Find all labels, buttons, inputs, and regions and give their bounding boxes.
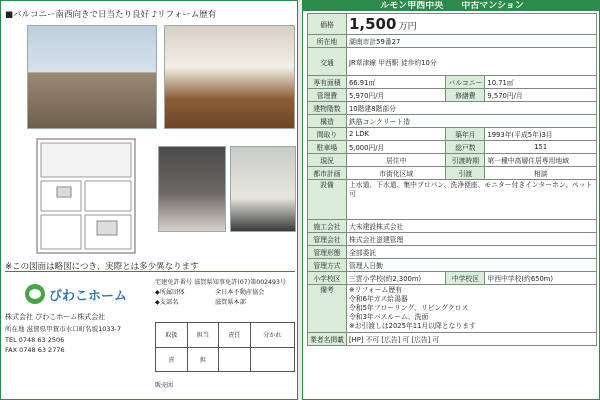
license-line: ◆支部名 [155, 299, 179, 306]
total-units-value: 151 [485, 141, 597, 154]
stamp-cell: 取扱 [156, 323, 188, 348]
license-block [155, 278, 295, 308]
company-tel: TEL 0748 63 2506 [5, 336, 65, 344]
city-planning-label: 都市計画 [308, 167, 347, 180]
plan-note: ※この図面は略図につき、実際とは多少異なります [5, 262, 199, 272]
handover-label: 引渡 [446, 167, 485, 180]
management-type-label: 管理形態 [308, 246, 347, 259]
company-block [5, 271, 295, 396]
stamp-cell [250, 347, 294, 372]
balcony-label: バルコニー [446, 76, 485, 89]
built-value: 1993年(平成5年)3月 [485, 128, 597, 141]
org-name: 全日本不動産協会 [215, 289, 265, 296]
property-title: ルモン甲西中央 中古マンション [303, 1, 600, 11]
equipment-label: 設備 [308, 180, 347, 220]
repair-fee-value: 9,570円/月 [485, 89, 597, 102]
access-label: 交通 [308, 48, 347, 76]
management-fee-label: 管理費 [308, 89, 347, 102]
stamp-cell: 担 [187, 347, 219, 372]
access-value: JR草津線 甲西駅 徒歩約10分 [346, 48, 596, 76]
flyer-type: 販売図 [155, 382, 174, 389]
logo-mark-icon [25, 284, 45, 304]
built-label: 築年月 [446, 128, 485, 141]
equipment-value: 上水道、下水道、集中プロパン、洗浄便座、モニター付きインターホン、ペット可 [346, 180, 596, 220]
company-logo [25, 282, 145, 306]
junior-high-value: 甲西中学校(約650m) [485, 272, 597, 285]
address-value: 湖南市計59番27 [346, 35, 596, 48]
address-label: 所在地 [308, 35, 347, 48]
license-line: ◆所属団体 [155, 289, 185, 296]
property-spec-table [307, 13, 597, 346]
right-flyer [302, 0, 600, 400]
parking-label: 駐車場 [308, 141, 347, 154]
org-branch: 滋賀県本部 [215, 299, 246, 306]
handover-time-value: 第一種中高層住居専用地域 [485, 154, 597, 167]
handover-value: 相談 [485, 167, 597, 180]
stamp-cell [219, 347, 251, 372]
listing-permission-value: [HP] 不可 [広告] 可 [広告] 可 [346, 333, 596, 346]
floors-value: 10階建8階部分 [346, 102, 596, 115]
builder-label: 施工会社 [308, 220, 347, 233]
status-label: 現況 [308, 154, 347, 167]
building-photo [27, 25, 157, 129]
stamp-cell: 担当 [187, 323, 219, 348]
builder-value: 大末建設株式会社 [346, 220, 596, 233]
management-type-value: 全部委託 [346, 246, 596, 259]
stamp-table [155, 322, 295, 372]
left-flyer [0, 0, 298, 400]
remarks-value: ※リフォーム歴有 令和6年ガス給湯器 令和5年フローリング、リビングクロス 令和3年バスルーム、洗面 ※お引渡しは2025年11月以降となります [346, 285, 596, 333]
price-unit: 万円 [398, 22, 417, 32]
management-method-label: 管理方式 [308, 259, 347, 272]
floor-plan [27, 137, 145, 255]
status-value: 居住中 [346, 154, 445, 167]
bath-photo [158, 146, 226, 232]
highlights: ■バルコニー南西向きで日当たり良好 ♪リフォーム歴有 [5, 10, 217, 20]
handover-time-label: 引渡時期 [446, 154, 485, 167]
junior-high-label: 中学校区 [446, 272, 485, 285]
stamp-cell: 責任 [219, 323, 251, 348]
layout-label: 間取り [308, 128, 347, 141]
repair-fee-label: 修繕費 [446, 89, 485, 102]
price-label: 価格 [308, 14, 347, 35]
toilet-photo [230, 146, 296, 232]
company-fax: FAX 0748 63 2776 [5, 346, 65, 354]
management-company-label: 管理会社 [308, 233, 347, 246]
stamp-cell: 分かれ [250, 323, 294, 348]
living-room-photo [164, 25, 295, 129]
listing-permission-label: 業者名掲載 [308, 333, 347, 346]
price-value: 1,500 [348, 15, 397, 33]
license-line: 宅建免許番号 滋賀県知事免許(07)第002493号 [155, 279, 287, 286]
city-planning-value: 市街化区域 [346, 167, 445, 180]
area-label: 専有面積 [308, 76, 347, 89]
structure-value: 鉄筋コンクリート造 [346, 115, 596, 128]
balcony-value: 10.71㎡ [485, 76, 597, 89]
company-name: 株式会社 びわこホーム株式会社 [5, 313, 106, 321]
parking-value: 5,000円/月 [346, 141, 445, 154]
structure-label: 構造 [308, 115, 347, 128]
company-address: 所在地 滋賀県甲賀市水口町名坂1033-7 [5, 325, 122, 333]
total-units-label: 総戸数 [446, 141, 485, 154]
area-value: 66.91㎡ [346, 76, 445, 89]
remarks-label: 備考 [308, 285, 347, 333]
price-cell [346, 14, 596, 35]
org-block [215, 288, 295, 308]
layout-value: 2 LDK [346, 128, 445, 141]
floors-label: 建物階数 [308, 102, 347, 115]
logo-text: びわこホーム [49, 288, 128, 304]
elementary-school-value: 三雲小学校(約2,300m) [346, 272, 445, 285]
management-company-value: 株式会社滋建管理 [346, 233, 596, 246]
management-method-value: 管理人日勤 [346, 259, 596, 272]
management-fee-value: 5,970円/月 [346, 89, 445, 102]
stamp-cell: 責 [156, 347, 188, 372]
elementary-school-label: 小学校区 [308, 272, 347, 285]
